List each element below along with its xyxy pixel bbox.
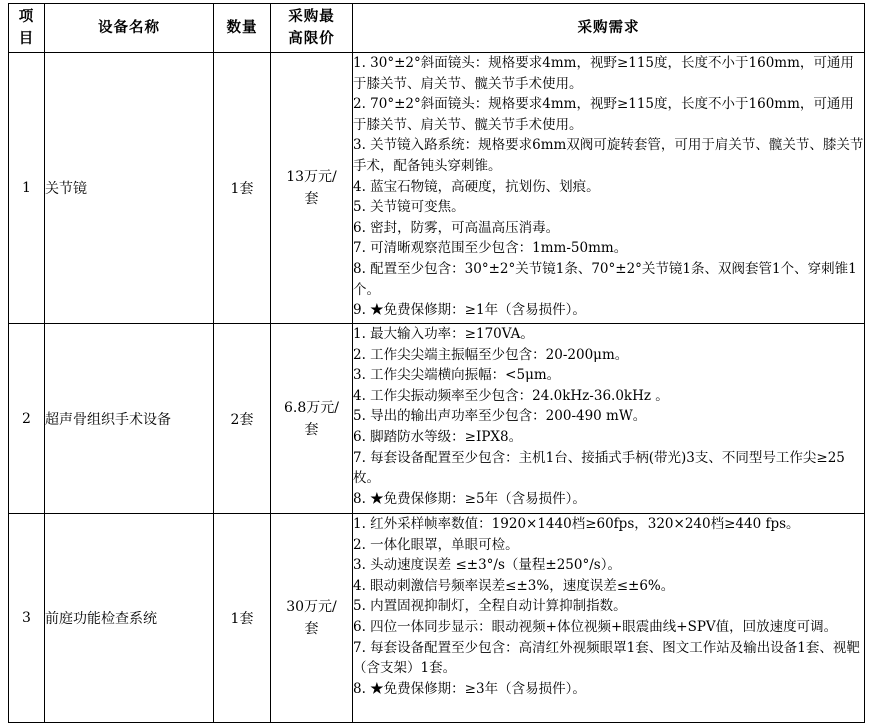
requirement-line: 7. 可清晰观察范围至少包含：1mm-50mm。 [353,240,628,257]
requirements-cell [353,53,865,324]
requirement-line: 3. 关节镜入路系统：规格要求6mm双阀可旋转套管，可用于肩关节、髋关节、膝关节手术，配备钝头穿刺锥。 [353,137,864,174]
requirement-line: 6. 脚踏防水等级：≥IPX8。 [353,428,523,445]
device-name: 前庭功能检查系统 [45,514,214,723]
requirement-line: 2. 一体化眼罩，单眼可检。 [353,536,519,553]
requirement-line: 7. 每套设备配置至少包含：主机1台、接插式手柄(带光)3支、不同型号工作尖≥25枚。 [353,449,845,487]
requirement-line: 4. 蓝宝石物镜，高硬度，抗划伤、划痕。 [353,178,600,195]
requirement-line: 2. 工作尖尖端主振幅至少包含：20-200μm。 [353,346,629,363]
requirement-line: 1. 30°±2°斜面镜头：规格要求4mm，视野≥115度，长度不小于160mm，可通用于膝关节、肩关节、髋关节手术使用。 [353,55,854,92]
requirement-line: 7. 每套设备配置至少包含：高清红外视频眼罩1套、图文工作站及输出设备1套、视靶（含支架）1套。 [353,639,860,677]
item-number: 2 [9,324,45,514]
header-max-price: 采购最高限价 [271,4,353,53]
max-price: 30万元/套 [271,514,353,723]
requirements-cell [353,514,865,723]
requirement-line: 8. 配置至少包含：30°±2°关节镜1条、70°±2°关节镜1条、双阀套管1个、穿刺锥1个。 [353,260,857,298]
table-row [9,324,865,514]
header-item-no: 项目 [9,4,45,53]
max-price: 13万元/套 [271,53,353,324]
item-number: 3 [9,514,45,723]
requirement-line: 5. 关节镜可变焦。 [353,199,465,216]
quantity: 1套 [214,514,271,723]
requirement-line: 2. 70°±2°斜面镜头：规格要求4mm，视野≥115度，长度不小于160mm，可通用于膝关节、肩关节、髋关节手术使用。 [353,96,854,133]
max-price: 6.8万元/套 [271,324,353,514]
requirement-line: 8. ★免费保修期：≥5年（含易损件）。 [353,490,586,507]
header-quantity: 数量 [214,4,271,53]
header-requirements: 采购需求 [353,4,865,53]
requirements-cell [353,324,865,514]
requirement-line: 5. 内置固视抑制灯，全程自动计算抑制指数。 [353,598,627,615]
requirement-line: 3. 头动速度误差 ≤±3°/s（量程±250°/s）。 [353,557,621,574]
device-name: 关节镜 [45,53,214,324]
requirement-line: 6. 密封，防雾，可高温高压消毒。 [353,219,560,236]
procurement-table [8,3,865,723]
requirement-line: 5. 导出的输出声功率至少包含：200-490 mW。 [353,408,647,425]
header-device-name: 设备名称 [45,4,214,53]
table-row [9,53,865,324]
device-name: 超声骨组织手术设备 [45,324,214,514]
requirement-line: 1. 红外采样帧率数值：1920×1440档≥60fps，320×240档≥440 fps。 [353,516,800,532]
requirement-line: 3. 工作尖尖端横向振幅：<5μm。 [353,367,561,384]
table-row [9,514,865,723]
requirement-line: 9. ★免费保修期：≥1年（含易损件）。 [353,302,586,319]
requirement-line: 6. 四位一体同步显示：眼动视频+体位视频+眼震曲线+SPV值，回放速度可调。 [353,618,838,635]
table-header-row [9,4,865,53]
requirement-line: 8. ★免费保修期：≥3年（含易损件）。 [353,680,586,697]
quantity: 1套 [214,53,271,324]
requirement-line: 4. 眼动刺激信号频率误差≤±3%，速度误差≤±6%。 [353,577,675,594]
item-number: 1 [9,53,45,324]
requirement-line: 4. 工作尖振动频率至少包含：24.0kHz-36.0kHz 。 [353,387,669,404]
requirement-line: 1. 最大输入功率：≥170VA。 [353,326,534,342]
quantity: 2套 [214,324,271,514]
